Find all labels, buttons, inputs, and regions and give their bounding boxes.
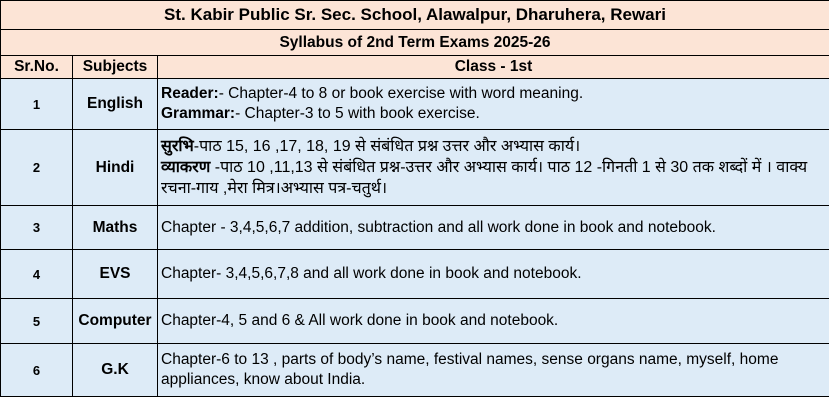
detail-line xyxy=(161,104,829,124)
col-header-class: Class - 1st xyxy=(158,56,829,79)
row-details: Chapter - 3,4,5,6,7 addition, subtraction and all work done in book and notebook. xyxy=(158,206,829,250)
row-details: Chapter-4, 5 and 6 & All work done in book and notebook. xyxy=(158,299,829,344)
table-row xyxy=(1,344,829,397)
row-subject: Maths xyxy=(73,206,158,250)
row-details: Chapter- 3,4,5,6,7,8 and all work done in book and notebook. xyxy=(158,250,829,299)
row-subject: Hindi xyxy=(73,130,158,206)
table-row xyxy=(1,130,829,206)
detail-text: -पाठ 15, 16 ,17, 18, 19 से संबंधित प्रश्न उत्तर और अभ्यास कार्य। xyxy=(193,138,581,155)
row-subject: EVS xyxy=(73,250,158,299)
row-subject: English xyxy=(73,79,158,130)
detail-label: Grammar: xyxy=(161,105,236,122)
detail-line xyxy=(161,84,829,104)
table-row xyxy=(1,79,829,130)
col-header-subjects: Subjects xyxy=(73,56,158,79)
row-srno: 2 xyxy=(1,130,73,206)
column-header-row xyxy=(1,56,829,79)
detail-line xyxy=(161,136,829,157)
school-name-row xyxy=(1,1,829,30)
row-details: Chapter-6 to 13 , parts of body’s name, festival names, sense organs name, myself, home appliances, know about India. xyxy=(158,344,829,397)
detail-text: - Chapter-4 to 8 or book exercise with word meaning. xyxy=(218,85,584,102)
detail-text: -पाठ 10 ,11,13 से संबंधित प्रश्न-उत्तर और अभ्यास कार्य। पाठ 12 -गिनती 1 से 30 तक शब्दों में । वाक्य रचना-गाय ,मेरा मित्र।अभ्यास पत्र-चतुर्थ। xyxy=(161,159,808,197)
row-srno: 6 xyxy=(1,344,73,397)
detail-line xyxy=(161,157,829,199)
subtitle-row xyxy=(1,30,829,56)
row-subject: G.K xyxy=(73,344,158,397)
row-subject: Computer xyxy=(73,299,158,344)
table-row xyxy=(1,250,829,299)
col-header-srno: Sr.No. xyxy=(1,56,73,79)
detail-label: व्याकरण xyxy=(161,159,211,176)
detail-text: - Chapter-3 to 5 with book exercise. xyxy=(235,105,480,122)
row-srno: 4 xyxy=(1,250,73,299)
exam-subtitle: Syllabus of 2nd Term Exams 2025-26 xyxy=(1,30,829,56)
detail-label: सुरभि xyxy=(161,138,194,155)
row-srno: 3 xyxy=(1,206,73,250)
table-row xyxy=(1,299,829,344)
row-details xyxy=(158,79,829,130)
row-details xyxy=(158,130,829,206)
table-row xyxy=(1,206,829,250)
row-srno: 5 xyxy=(1,299,73,344)
detail-label: Reader: xyxy=(161,85,219,102)
school-name: St. Kabir Public Sr. Sec. School, Alawalpur, Dharuhera, Rewari xyxy=(1,1,829,30)
row-srno: 1 xyxy=(1,79,73,130)
